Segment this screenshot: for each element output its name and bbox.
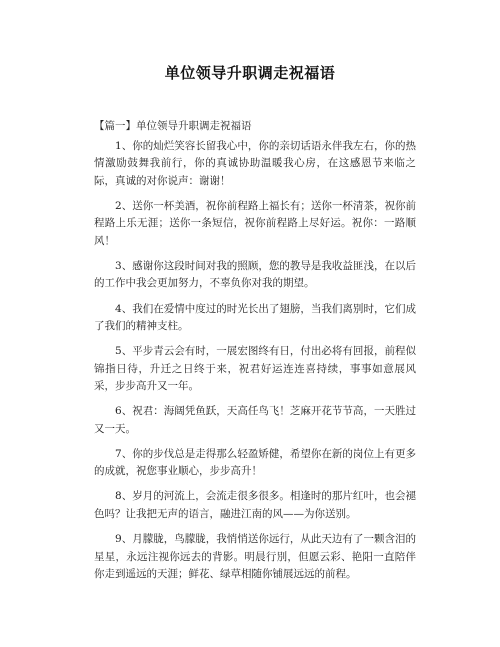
blessing-paragraph-8: 8、岁月的河流上，会流走很多很多。相逢时的那片红叶，也会褪色吗？让我把无声的语言，融进江南的风——为你送别。: [94, 490, 416, 520]
blessing-paragraph-7: 7、你的步伐总是走得那么轻盈矫健，希望你在新的岗位上有更多的成就，祝您事业顺心，步步高升！: [94, 447, 416, 478]
blessing-paragraph-6: 6、祝君：海阔凭鱼跃，天高任鸟飞！芝麻开花节节高，一天胜过又一天。: [94, 405, 416, 435]
blessing-paragraph-9: 9、月朦胧，鸟朦胧，我悄悄送你远行，从此天边有了一颗含泪的星星，永远注视你远去的背影。明晨行別，但愿云彩、艳阳一直陪伴你走到遥远的天涯；鲜花、绿草相随你铺展远远的前程。: [94, 533, 416, 580]
blessing-paragraph-2: 2、送你一杯美酒，祝你前程路上福长有；送你一杯清茶，祝你前程路上乐无涯；送你一条短信，祝你前程路上尽好运。祝你：一路顺风！: [94, 200, 416, 247]
blessing-paragraph-1: 1、你的灿烂笑容长留我心中，你的亲切话语永伴我左右，你的热情激励鼓舞我前行，你的真诚协助温暖我心房，在这感恩节来临之际，真诚的对你说声：谢谢！: [94, 140, 416, 187]
blessing-paragraph-3: 3、感谢你这段时间对我的照顾，您的教导是我收益匪浅，在以后的工作中我会更加努力，不辜负你对我的期望。: [94, 260, 416, 290]
blessing-paragraph-4: 4、我们在爱情中度过的时光长出了翅膀，当我们离别时，它们成了我们的精神支柱。: [94, 302, 416, 333]
document-body: [94, 118, 416, 591]
document-title: 单位领导升职调走祝福语: [164, 64, 336, 82]
blessing-paragraph-5: 5、平步青云会有时，一展宏图终有日，付出必将有回报，前程似锦指日待，升迁之日终于来，祝君好运连连喜持续，事事如意展风采，步步高升又一年。: [94, 345, 416, 393]
section-heading: 【篇一】单位领导升职调走祝福语: [94, 120, 252, 132]
